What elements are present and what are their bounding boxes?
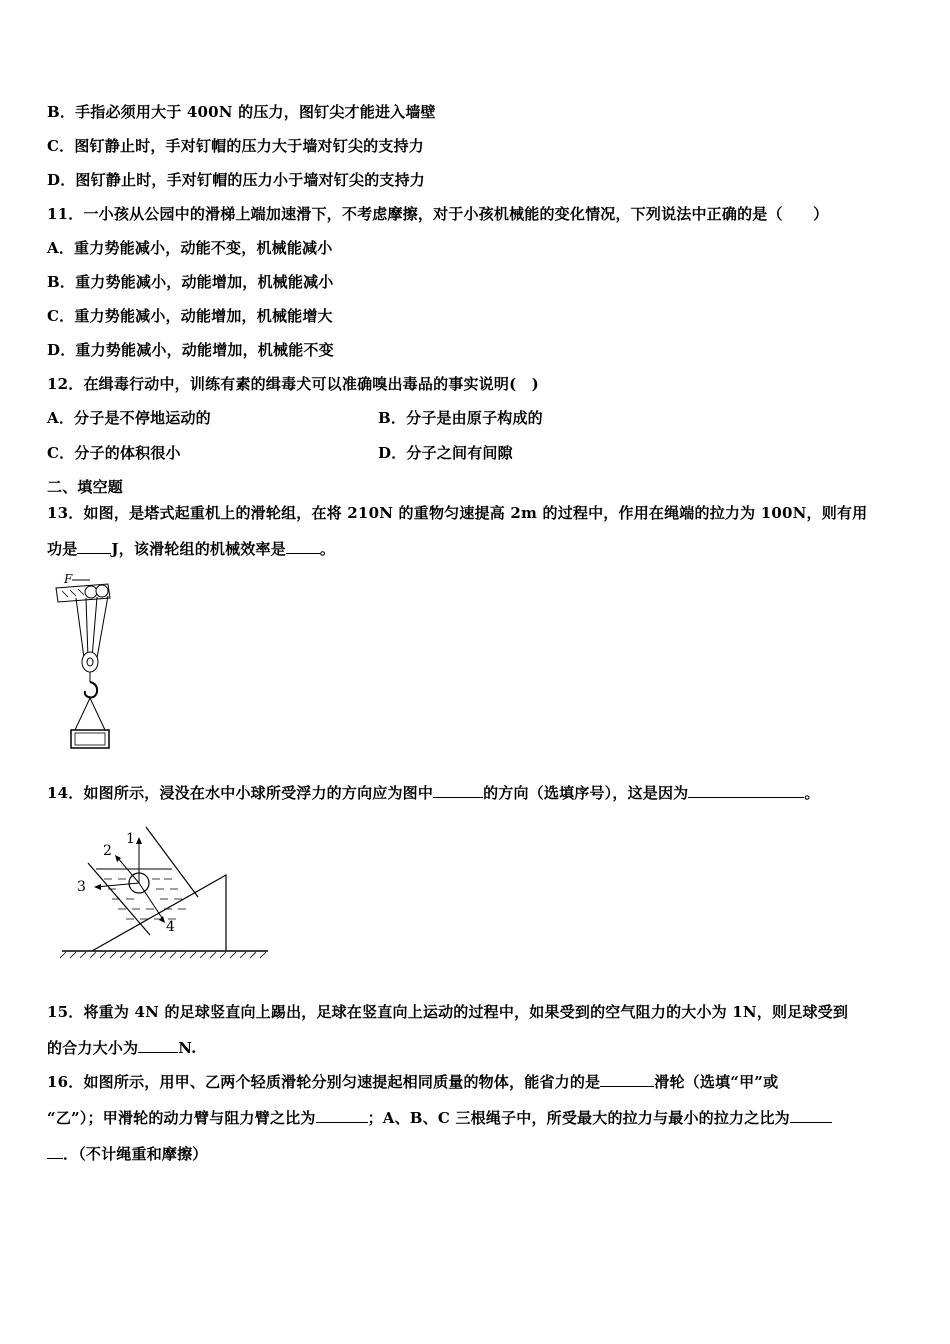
- fixed-pulley-2: [96, 585, 108, 597]
- q13-text-a: 功是: [47, 540, 78, 558]
- q12-option-a: A．分子是不停地运动的: [47, 409, 211, 427]
- q15-text-b: N.: [178, 1039, 197, 1057]
- q13-text-c: 。: [319, 540, 336, 558]
- q14-text-b: 的方向（选填序号），这是因为: [483, 784, 689, 802]
- fixed-pulley-1: [85, 586, 97, 598]
- q10-option-d: D．图钉静止时，手对钉帽的压力小于墙对钉尖的支持力: [47, 171, 426, 189]
- q16-blank-2: [316, 1108, 368, 1123]
- q16-line-3: [47, 1144, 208, 1164]
- q14-blank-1: [433, 783, 483, 798]
- q13-text-b: J，该滑轮组的机械效率是: [111, 540, 286, 558]
- q12-option-b: B．分子是由原子构成的: [378, 409, 543, 427]
- ground-hatch: [60, 952, 266, 958]
- q16-line-2: [47, 1108, 832, 1128]
- q16-blank-1: [600, 1072, 654, 1087]
- q11-stem: 11．一小孩从公园中的滑梯上端加速滑下，不考虑摩擦，对于小孩机械能的变化情况，下列说法中正确的是（ ）: [47, 205, 829, 223]
- label-4: 4: [166, 919, 175, 935]
- q12-option-c: C．分子的体积很小: [47, 444, 181, 462]
- q10-option-b: B．手指必须用大于 400N 的压力，图钉尖才能进入墙壁: [47, 103, 436, 121]
- label-1: 1: [126, 831, 135, 847]
- hook: [85, 682, 97, 697]
- q14-blank-2: [688, 783, 804, 798]
- q16-line-1: [47, 1072, 778, 1092]
- q14-text-a: 14．如图所示，浸没在水中小球所受浮力的方向应为图中: [47, 784, 434, 802]
- q10-option-c: C．图钉静止时，手对钉帽的压力大于墙对钉尖的支持力: [47, 137, 424, 155]
- q11-option-a: A．重力势能减小，动能不变，机械能减小: [47, 239, 333, 257]
- crane-pulley-figure: [50, 570, 130, 754]
- q11-option-b: B．重力势能减小，动能增加，机械能减小: [47, 273, 334, 291]
- q16-blank-3-cont: [47, 1144, 63, 1159]
- q11-option-d: D．重力势能减小，动能增加，机械能不变: [47, 341, 334, 359]
- q16-text-c: “乙”）；甲滑轮的动力臂与阻力臂之比为: [47, 1109, 316, 1127]
- q11-option-c: C．重力势能减小，动能增加，机械能增大: [47, 307, 333, 325]
- buoyancy-figure: [60, 825, 270, 960]
- q16-text-b: 滑轮（选填“甲”或: [654, 1073, 779, 1091]
- section-title: 二、填空题: [47, 478, 124, 496]
- q13-blank-2: [286, 539, 320, 554]
- q13-line-1: 13．如图，是塔式起重机上的滑轮组，在将 210N 的重物匀速提高 2m 的过程中，作用在绳端的拉力为 100N，则有用: [47, 504, 868, 522]
- q15-text-a: 的合力大小为: [47, 1039, 139, 1057]
- force-label: F: [64, 572, 73, 586]
- q15-blank: [138, 1038, 178, 1053]
- label-3: 3: [77, 879, 86, 895]
- q13-blank-1: [77, 539, 111, 554]
- q15-line-2: [47, 1038, 197, 1058]
- q14-text-c: 。: [804, 784, 820, 802]
- q16-text-a: 16．如图所示，用甲、乙两个轻质滑轮分别匀速提起相同质量的物体，能省力的是: [47, 1073, 601, 1091]
- q16-text-e: ．（不计绳重和摩擦）: [63, 1145, 208, 1163]
- q14-line: [47, 783, 820, 803]
- q16-text-d: ；A、B、C 三根绳子中，所受最大的拉力与最小的拉力之比为: [367, 1109, 790, 1127]
- q15-line-1: 15．将重为 4N 的足球竖直向上踢出，足球在竖直向上运动的过程中，如果受到的空气阻力的大小为 1N，则足球受到: [47, 1003, 849, 1021]
- q13-line-2: [47, 539, 335, 559]
- label-2: 2: [103, 843, 112, 859]
- q16-blank-3: [790, 1108, 832, 1123]
- q12-stem: 12．在缉毒行动中，训练有素的缉毒犬可以准确嗅出毒品的事实说明( ): [47, 375, 539, 393]
- q12-option-d: D．分子之间有间隙: [378, 444, 513, 462]
